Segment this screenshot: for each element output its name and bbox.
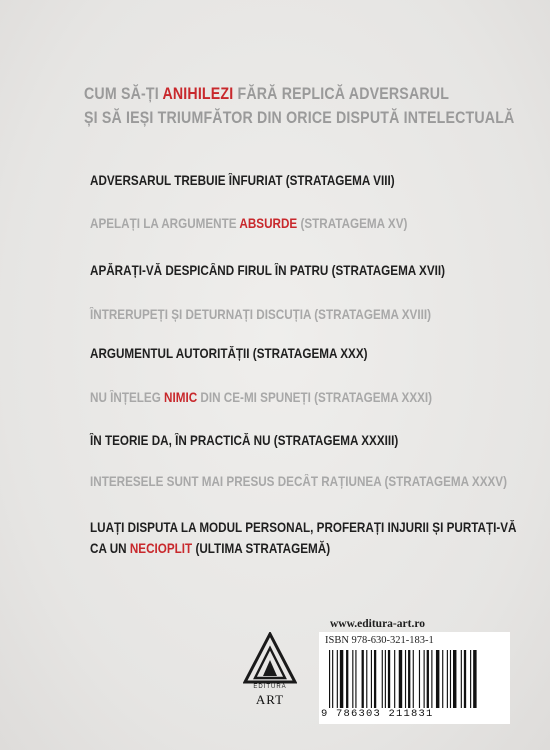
isbn-box xyxy=(319,632,510,724)
stratagem-5: ARGUMENTUL AUTORITĂȚII (STRATAGEMA XXX) xyxy=(90,346,368,361)
headline xyxy=(84,82,515,130)
stratagem-text: APELAȚI LA ARGUMENTE xyxy=(90,216,240,231)
barcode-bar xyxy=(340,650,343,708)
barcode-bar xyxy=(427,650,429,708)
barcode-icon xyxy=(327,650,503,708)
stratagem-9-line-1: LUAȚI DISPUTA LA MODUL PERSONAL, PROFERAȚI INJURII ȘI PURTAȚI-VĂ xyxy=(90,520,517,535)
barcode-bar xyxy=(355,650,356,708)
stratagem-9 xyxy=(90,517,517,559)
barcode-bar xyxy=(436,650,439,708)
stratagem-6 xyxy=(90,388,432,408)
headline-line-1 xyxy=(84,82,462,106)
barcode-bar xyxy=(470,650,471,708)
publisher-logo xyxy=(240,632,300,712)
barcode-bar xyxy=(450,650,451,708)
stratagem-highlight: NECIOPLIT xyxy=(129,541,193,556)
barcode-bar xyxy=(399,650,402,708)
barcode-bar xyxy=(447,650,448,708)
barcode-bar xyxy=(405,650,406,708)
barcode-bar xyxy=(453,650,456,708)
barcode-bar xyxy=(424,650,425,708)
stratagem-text: (STRATAGEMA XV) xyxy=(297,216,408,231)
logo-label-small: EDITURA xyxy=(253,684,287,690)
stratagem-text: DIN CE-MI SPUNEȚI (STRATAGEMA XXXI) xyxy=(197,390,433,405)
barcode-bar xyxy=(461,650,462,708)
stratagem-7: ÎN TEORIE DA, ÎN PRACTICĂ NU (STRATAGEMA XXXIII) xyxy=(90,433,399,448)
barcode-bar xyxy=(419,650,420,708)
barcode-bar xyxy=(413,650,414,708)
headline-line-2: ȘI SĂ IEȘI TRIUMFĂTOR DIN ORICE DISPUTĂ INTELECTUALĂ xyxy=(84,109,515,127)
barcode-bar xyxy=(374,650,376,708)
headline-highlight: ANIHILEZI xyxy=(162,85,234,103)
stratagem-1: ADVERSARUL TREBUIE ÎNFURIAT (STRATAGEMA VIII) xyxy=(90,173,395,188)
barcode-bar xyxy=(352,650,353,708)
barcode-bar xyxy=(442,650,443,708)
barcode-bar xyxy=(473,650,476,708)
stratagem-4: ÎNTRERUPEȚI ȘI DETURNAȚI DISCUȚIA (STRATAGEMA XVIII) xyxy=(90,307,431,322)
isbn-number: ISBN 978-630-321-183-1 xyxy=(325,635,434,646)
barcode-digits: 9 786303 211831 xyxy=(321,708,434,720)
barcode-bar xyxy=(385,650,386,708)
barcode-bar xyxy=(371,650,372,708)
barcode-bar xyxy=(329,650,330,708)
barcode-bar xyxy=(394,650,395,708)
stratagem-2 xyxy=(90,214,407,234)
headline-text: CUM SĂ-ȚI xyxy=(84,85,163,103)
stratagem-text: (ULTIMA STRATAGEMĂ) xyxy=(192,541,331,556)
barcode-bar xyxy=(388,650,390,708)
headline-text: FĂRĂ REPLICĂ ADVERSARUL xyxy=(233,85,450,103)
barcode-bar xyxy=(382,650,383,708)
stratagem-3: APĂRAȚI-VĂ DESPICÂND FIRUL ÎN PATRU (STRATAGEMA XVII) xyxy=(90,263,446,278)
triangle-logo-icon xyxy=(243,632,297,684)
barcode-bar xyxy=(346,650,348,708)
barcode-bar xyxy=(362,650,364,708)
stratagem-9-line-2 xyxy=(90,538,517,559)
barcode-bar xyxy=(337,650,338,708)
stratagem-highlight: NIMIC xyxy=(164,390,198,405)
barcode-bar xyxy=(332,650,333,708)
barcode-bar xyxy=(464,650,466,708)
stratagem-text: NU ÎNȚELEG xyxy=(90,390,165,405)
stratagem-highlight: ABSURDE xyxy=(239,216,298,231)
barcode-bar xyxy=(431,650,432,708)
barcode-bar xyxy=(408,650,410,708)
stratagem-text: CA UN xyxy=(90,541,130,556)
barcode-bar xyxy=(366,650,367,708)
logo-label-big: ART xyxy=(255,692,285,707)
stratagem-8: INTERESELE SUNT MAI PRESUS DECÂT RAȚIUNEA (STRATAGEMA XXXV) xyxy=(90,474,507,489)
publisher-website: www.editura-art.ro xyxy=(330,618,425,630)
